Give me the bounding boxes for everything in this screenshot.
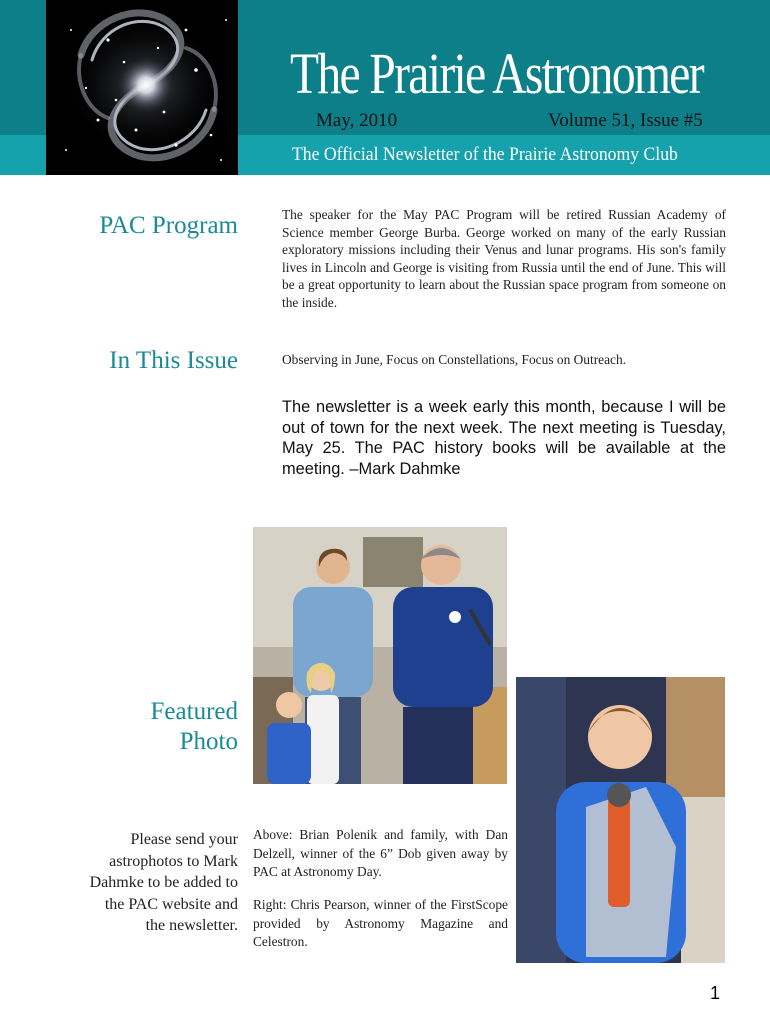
- featured-photo-heading-line2: Photo: [179, 728, 238, 755]
- pac-program-heading: PAC Program: [99, 212, 238, 239]
- issue-volume: Volume 51, Issue #5: [548, 110, 703, 131]
- family-photo: [253, 527, 507, 784]
- pac-program-text: The speaker for the May PAC Program will be retired Russian Academy of Science member George Burba. George worked on many of the early Russian exploratory missions including their Venus and lunar programs. His son's family lives in Lincoln and George is visiting from Russia until the end of June. This will be a great opportunity to learn about the Russian space program from someone on the inside.: [282, 207, 726, 310]
- newsletter-tagline: The Official Newsletter of the Prairie Astronomy Club: [292, 144, 678, 165]
- boy-telescope-photo: [516, 677, 725, 963]
- newsletter-title: The Prairie Astronomer: [290, 41, 703, 106]
- featured-photo-heading-line1: Featured: [150, 698, 238, 725]
- page-number: 1: [710, 983, 721, 1003]
- astrophoto-request-note: Please send your astrophotos to Mark Dahmke to be added to the PAC website and the newsletter.: [89, 831, 238, 934]
- issue-date: May, 2010: [316, 110, 398, 131]
- boy-photo-caption: Right: Chris Pearson, winner of the FirstScope provided by Astronomy Magazine and Celestron.: [253, 897, 508, 949]
- family-photo-caption: Above: Brian Polenik and family, with Dan Delzell, winner of the 6” Dob given away by PAC at Astronomy Day.: [253, 827, 508, 879]
- in-this-issue-text: Observing in June, Focus on Constellations, Focus on Outreach.: [282, 352, 627, 367]
- editor-notice: The newsletter is a week early this month, because I will be out of town for the next week. The next meeting is Tuesday, May 25. The PAC history books will be available at the meeting. –Mark Dahmke: [282, 398, 726, 478]
- in-this-issue-heading: In This Issue: [109, 347, 238, 374]
- galaxy-image: [46, 0, 238, 175]
